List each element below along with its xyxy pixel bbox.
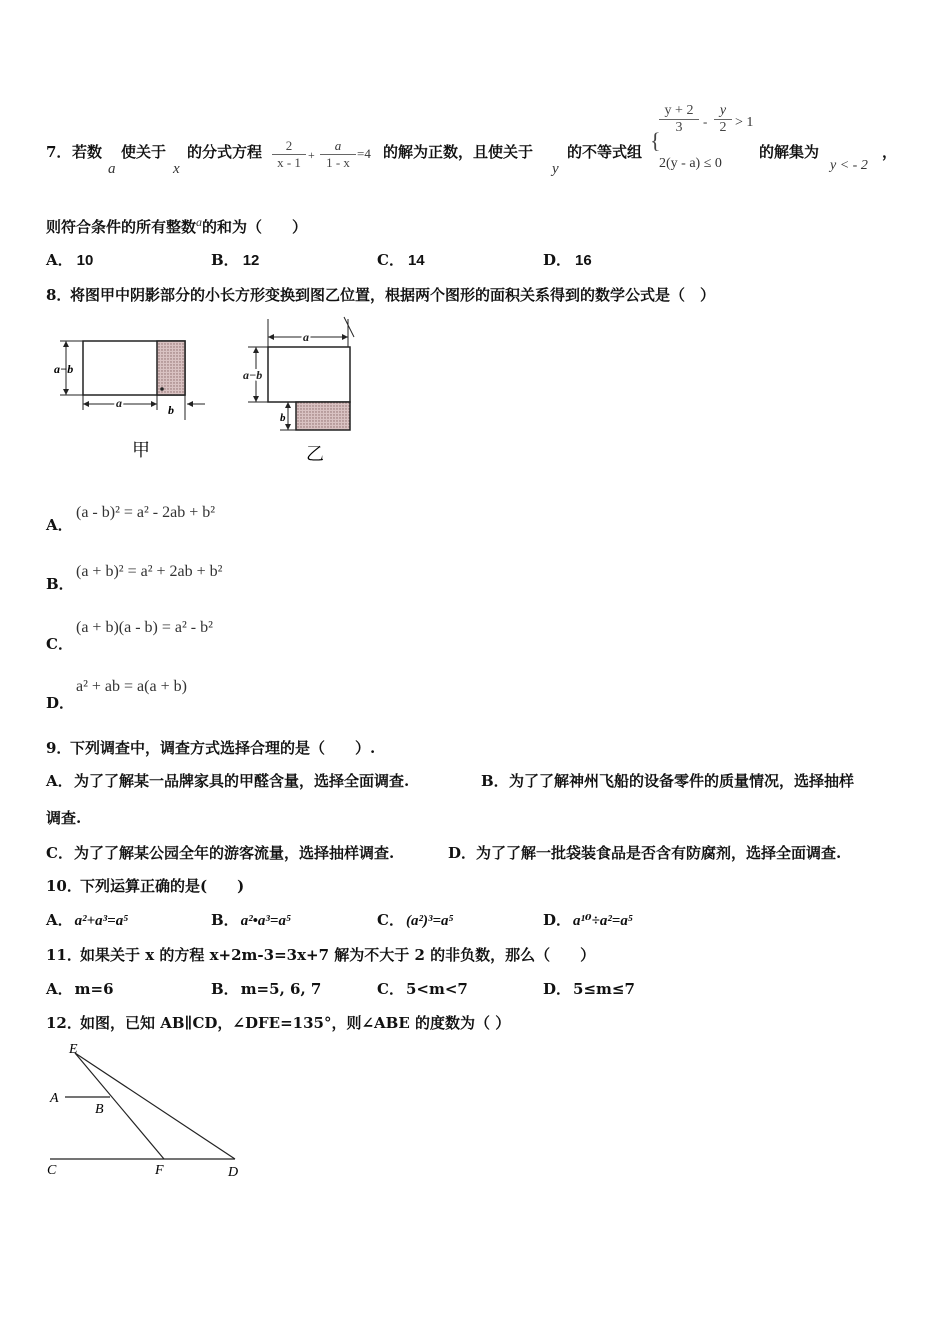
q8-option-b-formula: (a + b)² = a² + 2ab + b² — [76, 563, 223, 580]
q10-option-b-expr: a²•a³=a⁵ — [240, 913, 292, 929]
q7-line2-text — [46, 215, 307, 237]
q7-text-5: 的不等式组 — [567, 143, 643, 161]
q8-option-d-formula: a² + ab = a(a + b) — [76, 678, 187, 695]
q7-line2-post: 的和为（ ） — [202, 218, 308, 236]
q11-option-b-label: B． — [211, 980, 239, 998]
q7-ineq1-rhs: > 1 — [735, 115, 754, 130]
jia-dot — [160, 387, 164, 391]
q7-text-1: 若数 — [72, 143, 103, 161]
jia-caption: 甲 — [132, 440, 150, 460]
q11-number: 11． — [46, 946, 82, 964]
yi-top-arrow-right — [342, 334, 348, 340]
q7-plus: + — [308, 148, 315, 162]
q9-option-c-label: C． — [46, 844, 73, 862]
q10-option-c — [377, 909, 454, 930]
q9-option-b-part2: 调查. — [46, 809, 82, 827]
q10-option-b-label: B． — [211, 911, 239, 929]
q7-ineq2: 2(y - a) ≤ 0 — [659, 156, 722, 171]
q11-option-a-value: m=6 — [74, 980, 114, 998]
q7-equals-4: =4 — [357, 146, 371, 161]
q7-ineq1-frac1-den: 3 — [675, 120, 683, 135]
q9-option-a: 为了了解某一品牌家具的甲醛含量，选择全面调查. — [74, 772, 410, 790]
q10-option-d — [543, 909, 633, 930]
q7-ineq1-frac1 — [659, 103, 699, 136]
q11-option-c-label: C． — [377, 980, 404, 998]
q8-option-c-label: C． — [46, 635, 73, 653]
jia-bottom-a: a — [116, 396, 122, 410]
jia-bottom-b: b — [168, 403, 174, 417]
q11-option-a — [46, 978, 114, 999]
q11-option-c-value: 5<m<7 — [405, 980, 468, 998]
q9-text: 下列调查中，调查方式选择合理的是（ ）. — [70, 739, 376, 757]
q7-option-b-label: B． — [211, 251, 239, 269]
q7-option-c-label: C． — [377, 251, 404, 269]
q7-option-d — [543, 249, 592, 270]
yi-top-arrow-left — [268, 334, 274, 340]
q7-frac2-denominator: 1 - x — [326, 155, 350, 170]
q11-option-b-value: m=5, 6, 7 — [240, 980, 322, 998]
q8-text: 将图甲中阴影部分的小长方形变换到图乙位置，根据两个图形的面积关系得到的数学公式是（ ） — [70, 286, 716, 304]
q11-option-b — [211, 978, 321, 999]
q8-option-d-label: D． — [46, 694, 75, 712]
q7-ineq1-frac1-num: y + 2 — [659, 103, 699, 120]
q8-figure-yi — [240, 315, 370, 470]
q10-option-d-label: D． — [543, 911, 572, 929]
q11-text: 如果关于 x 的方程 x+2m-3=3x+7 解为不大于 2 的非负数，那么（ ） — [80, 946, 596, 964]
q9-option-d: 为了了解一批袋装食品是否含有防腐剂，选择全面调查. — [476, 844, 842, 862]
q10-option-b — [211, 909, 291, 930]
q7-comma: ， — [882, 143, 898, 161]
yi-side-arrow-up — [253, 347, 259, 353]
q7-text-2: 使关于 — [121, 143, 167, 161]
q12-figure — [40, 1035, 255, 1180]
q7-fraction-1 — [272, 138, 306, 171]
yi-rect — [268, 347, 350, 402]
q7-frac1-numerator: 2 — [272, 138, 306, 155]
q8-number: 8． — [46, 286, 72, 304]
q11-option-a-label: A． — [46, 980, 73, 998]
q7-ineq1-frac2 — [714, 103, 732, 136]
q11-option-d-value: 5≤m≤7 — [573, 980, 635, 998]
q7-option-d-label: D． — [543, 251, 572, 269]
q7-option-b — [211, 249, 259, 270]
q7-text-6: 的解集为 — [759, 143, 820, 161]
q12-label-c: C — [47, 1163, 57, 1178]
q10-option-a — [46, 909, 128, 930]
q7-ineq1-frac2-num: y — [714, 103, 732, 120]
q9-option-b-part1: 为了了解神州飞船的设备零件的质量情况，选择抽样 — [509, 772, 855, 790]
q10-option-a-label: A． — [46, 911, 73, 929]
yi-caption: 乙 — [306, 444, 324, 464]
q7-system-brace: { — [650, 128, 661, 153]
yi-b-arrow-down — [285, 424, 291, 430]
yi-small-b: b — [280, 412, 286, 424]
q7-fraction-2 — [320, 138, 356, 171]
q12-label-d: D — [228, 1165, 239, 1180]
q12-number: 12． — [46, 1014, 82, 1032]
q7-solution: y < - 2 — [830, 158, 868, 173]
jia-arrow-head-down — [63, 389, 69, 395]
jia-bottom-arrow-right — [151, 401, 157, 407]
q7-frac2-numerator: a — [320, 138, 356, 155]
q7-ineq1-frac2-den: 2 — [719, 120, 727, 135]
q12-label-b: B — [95, 1102, 104, 1117]
q7-text-4: 的解为正数，且使关于 — [383, 143, 534, 161]
q10-option-d-expr: a¹⁰÷a²=a⁵ — [573, 913, 634, 929]
yi-shaded-rect — [296, 402, 350, 430]
jia-side-label: a−b — [54, 362, 74, 376]
q9-option-b-label: B． — [481, 772, 509, 790]
q7-var-a: a — [108, 161, 116, 177]
q7-option-a-label: A． — [46, 251, 73, 269]
q11-option-d-label: D． — [543, 980, 572, 998]
q9-option-d-label: D． — [448, 844, 477, 862]
q12-text: 如图，已知 AB∥CD，∠DFE=135°，则∠ABE 的度数为（ ） — [80, 1014, 511, 1032]
q7-line2-var: a — [196, 215, 203, 229]
q11-option-c — [377, 978, 468, 999]
q7-number: 7． — [46, 143, 72, 161]
q7-option-a-value: 10 — [76, 252, 94, 269]
q7-frac1-denominator: x - 1 — [277, 155, 301, 170]
jia-arrow-head-up — [63, 341, 69, 347]
yi-side-label: a−b — [243, 368, 263, 382]
jia-shaded-rect — [157, 341, 185, 395]
q7-text-3: 的分式方程 — [187, 143, 263, 161]
q10-option-a-expr: a²+a³=a⁵ — [74, 913, 129, 929]
q7-option-b-value: 12 — [242, 252, 260, 269]
q11-option-d — [543, 978, 635, 999]
q10-option-c-label: C． — [377, 911, 404, 929]
q7-option-d-value: 16 — [575, 252, 592, 269]
q7-var-x: x — [173, 161, 180, 177]
q8-option-b-label: B． — [46, 575, 74, 593]
q8-figure-jia — [50, 325, 215, 470]
yi-corner-mark — [344, 317, 354, 337]
q7-line2-pre: 则符合条件的所有整数 — [46, 218, 197, 236]
q7-var-y: y — [552, 161, 559, 177]
q7-option-c-value: 14 — [407, 252, 425, 269]
q10-text: 下列运算正确的是( ) — [80, 877, 245, 895]
q8-option-a-label: A． — [46, 516, 73, 534]
q7-option-a — [46, 249, 93, 270]
yi-b-arrow-up — [285, 402, 291, 408]
jia-b-arrow-head — [187, 401, 193, 407]
q12-label-e: E — [69, 1042, 78, 1057]
q12-label-a: A — [50, 1091, 59, 1106]
q9-number: 9． — [46, 739, 72, 757]
jia-bottom-arrow-left — [83, 401, 89, 407]
q8-option-c-formula: (a + b)(a - b) = a² - b² — [76, 619, 213, 636]
yi-top-label: a — [303, 330, 309, 344]
q12-label-f: F — [155, 1163, 164, 1178]
q8-option-a-formula: (a - b)² = a² - 2ab + b² — [76, 504, 216, 521]
yi-side-arrow-down — [253, 396, 259, 402]
q7-option-c — [377, 249, 425, 270]
q10-number: 10． — [46, 877, 82, 895]
q9-option-a-label: A． — [46, 772, 73, 790]
q9-option-c: 为了了解某公园全年的游客流量，选择抽样调查. — [74, 844, 395, 862]
q10-option-c-expr: (a²)³=a⁵ — [405, 913, 454, 929]
q7-ineq1-minus: - — [703, 114, 708, 129]
q12-line-ef — [75, 1053, 164, 1159]
